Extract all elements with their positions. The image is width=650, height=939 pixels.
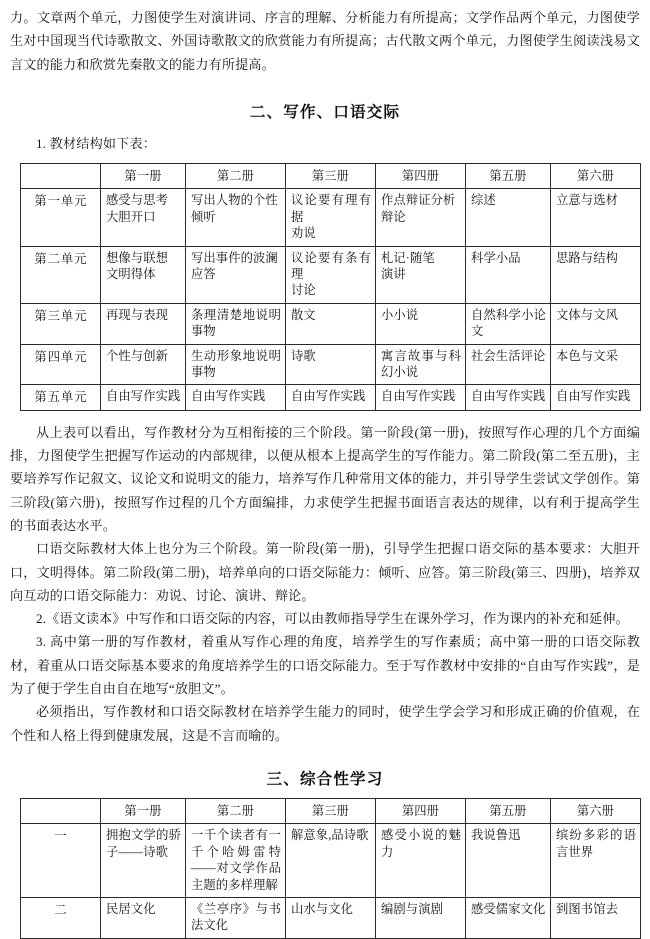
table-corner-cell [21,163,101,188]
table-writing-body [21,189,641,410]
col-header-vol4: 第四册 [376,798,466,823]
cell-u4-v5: 社会生活评论 [466,344,551,385]
row-header-unit2: 第二单元 [21,246,101,303]
cell-u4-v2: 生动形象地说明事物 [186,344,286,385]
section-heading-writing: 二、写作、口语交际 [249,102,401,121]
cell-c2-v1: 民居文化 [101,897,186,938]
cell-u2-v5: 科学小品 [466,246,551,303]
cell-u3-v2: 条理清楚地说明事物 [186,303,286,344]
col-header-vol5: 第五册 [466,798,551,823]
table-header-row [21,798,641,823]
cell-c2-v4: 编剧与演剧 [376,897,466,938]
intro-paragraph: 力。文章两个单元，力图使学生对演讲词、序言的理解、分析能力有所提高；文学作品两个单元，力图使学生对中国现当代诗歌散文、外国诗歌散文的欣赏能力有所提高；古代散文两个单元，力图使学生阅读浅易文言文的能力和欣赏先秦散文的能力有所提高。 [10,10,640,72]
cell-u2-v3: 议论要有条有理 讨论 [286,246,376,303]
table-row [21,897,641,938]
cell-c1-v5: 我说鲁迅 [466,824,551,898]
cell-u5-v1: 自由写作实践 [101,385,186,410]
table-row [21,246,641,303]
cell-u5-v5: 自由写作实践 [466,385,551,410]
cell-c2-v5: 感受儒家文化 [466,897,551,938]
cell-u3-v3: 散文 [286,303,376,344]
cell-c2-v3: 山水与文化 [286,897,376,938]
table-row [21,385,641,410]
col-header-vol6: 第六册 [551,163,641,188]
paragraph-conclusion: 必须指出，写作教材和口语交际教材在培养学生能力的同时，使学生学会学习和形成正确的价值观，在个性和人格上得到健康发展，这是不言而喻的。 [10,704,640,743]
cell-c1-v3: 解意象,品诗歌 [286,824,376,898]
row-header-unit3: 第三单元 [21,303,101,344]
paragraph-writing-stages: 从上表可以看出，写作教材分为互相衔接的三个阶段。第一阶段(第一册)，按照写作心理的几个方面编排，力图使学生把握写作运动的内部规律，以便从根本上提高学生的写作能力。第二阶段(第二至五册)，主要培养写作记叙文、议论文和说明文的能力，培养写作几种常用文体的能力，并引导学生尝试文学创作。第三阶段(第六册)，按照写作过程的几个方面编排，力求使学生把握书面语言表达的规律，以有利于提高学生的书面表达水平。 [10,424,640,533]
cell-c1-v1: 拥抱文学的骄子——诗歌 [101,824,186,898]
row-header-unit5: 第五单元 [21,385,101,410]
spacer [10,411,640,421]
row-header-item2: 二 [21,897,101,938]
paragraph-volume1-focus: 3. 高中第一册的写作教材，着重从写作心理的角度，培养学生的写作素质；高中第一册的口语交际教材，着重从口语交际基本要求的角度培养学生的口语交际能力。至于写作教材中安排的“自由写作实践”，是为了便于学生自由自在地写“放胆文”。 [10,634,640,697]
table-writing-wrapper [10,163,640,411]
cell-u2-v6: 思路与结构 [551,246,641,303]
cell-u4-v6: 本色与文采 [551,344,641,385]
spacer [10,747,640,767]
paragraph-reader-supplement: 2.《语文读本》中写作和口语交际的内容，可以由教师指导学生在课外学习，作为课内的补充和延伸。 [36,611,629,627]
row-header-unit1: 第一单元 [21,189,101,246]
col-header-vol5: 第五册 [466,163,551,188]
table-comprehensive-learning [20,798,641,939]
col-header-vol2: 第二册 [186,163,286,188]
cell-c1-v2: 一千个读者有一千个哈姆雷特——对文学作品主题的多样理解 [186,824,286,898]
cell-u4-v1: 个性与创新 [101,344,186,385]
col-header-vol1: 第一册 [101,163,186,188]
table-writing-header [21,163,641,188]
table-comprehensive-body [21,824,641,938]
writing-item-1-label: 1. 教材结构如下表： [36,135,157,151]
cell-u3-v4: 小小说 [376,303,466,344]
cell-u5-v4: 自由写作实践 [376,385,466,410]
spacer [10,122,640,132]
table-row [21,824,641,898]
cell-u5-v2: 自由写作实践 [186,385,286,410]
table-writing-structure [20,163,641,411]
cell-c2-v6: 到图书馆去 [551,897,641,938]
cell-u1-v1: 感受与思考 大胆开口 [101,189,186,246]
cell-u4-v3: 诗歌 [286,344,376,385]
cell-u1-v6: 立意与选材 [551,189,641,246]
cell-u1-v3: 议论要有理有据 劝说 [286,189,376,246]
col-header-vol6: 第六册 [551,798,641,823]
col-header-vol1: 第一册 [101,798,186,823]
row-header-item1: 一 [21,824,101,898]
table-comprehensive-wrapper [10,798,640,939]
cell-u1-v4: 作点辩证分析 辩论 [376,189,466,246]
section-heading-comprehensive: 三、综合性学习 [266,769,384,788]
col-header-vol3: 第三册 [286,798,376,823]
col-header-vol2: 第二册 [186,798,286,823]
table-corner-cell [21,798,101,823]
cell-u5-v6: 自由写作实践 [551,385,641,410]
cell-u2-v4: 札记·随笔 演讲 [376,246,466,303]
cell-u1-v5: 综述 [466,189,551,246]
col-header-vol4: 第四册 [376,163,466,188]
cell-u3-v5: 自然科学小论文 [466,303,551,344]
row-header-unit4: 第四单元 [21,344,101,385]
cell-u4-v4: 寓言故事与科幻小说 [376,344,466,385]
cell-u2-v2: 写出事件的波澜 应答 [186,246,286,303]
paragraph-oral-stages: 口语交际教材大体上也分为三个阶段。第一阶段(第一册)，引导学生把握口语交际的基本要求：大胆开口，文明得体。第二阶段(第二册)，培养单向的口语交际能力：倾听、应答。第三阶段(第三、四册)，培养双向互动的口语交际能力：劝说、讨论、演讲、辩论。 [10,541,640,603]
cell-u2-v1: 想像与联想 文明得体 [101,246,186,303]
cell-c2-v2: 《兰亭序》与书法文化 [186,897,286,938]
cell-u5-v3: 自由写作实践 [286,385,376,410]
table-row [21,344,641,385]
cell-c1-v6: 缤纷多彩的语言世界 [551,824,641,898]
cell-u3-v6: 文体与文风 [551,303,641,344]
cell-c1-v4: 感受小说的魅力 [376,824,466,898]
cell-u1-v2: 写出人物的个性 倾听 [186,189,286,246]
table-row [21,189,641,246]
table-header-row [21,163,641,188]
table-comprehensive-header [21,798,641,823]
col-header-vol3: 第三册 [286,163,376,188]
table-row [21,303,641,344]
cell-u3-v1: 再现与表现 [101,303,186,344]
